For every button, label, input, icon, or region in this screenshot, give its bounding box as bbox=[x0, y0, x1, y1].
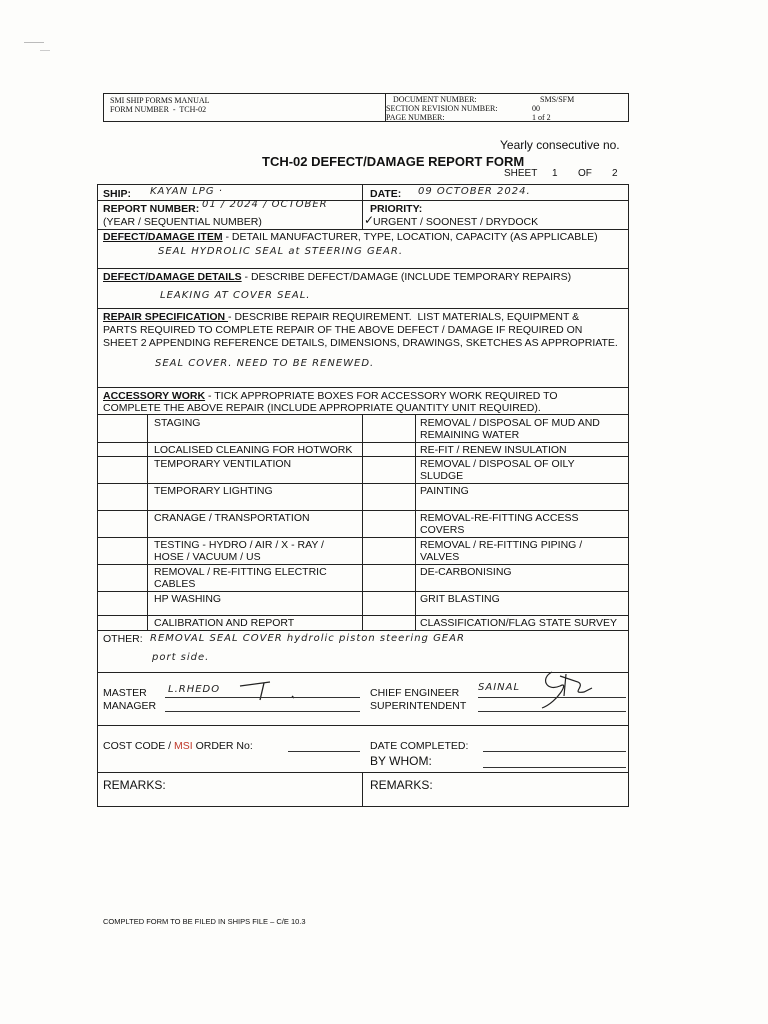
accessory-item: HP WASHING bbox=[154, 593, 222, 605]
checkbox-class-survey[interactable] bbox=[363, 616, 415, 630]
by-whom-label: BY WHOM: bbox=[370, 754, 432, 768]
rule bbox=[97, 387, 629, 388]
accessory-item: TESTING - HYDRO / AIR / X - RAY / HOSE / VACUUM / US bbox=[154, 539, 324, 563]
accessory-desc2: COMPLETE THE ABOVE REPAIR (INCLUDE APPROPRIATE QUANTITY UNIT REQUIRED). bbox=[103, 402, 541, 414]
repair-spec-heading bbox=[103, 311, 579, 323]
checkbox-col-divider bbox=[415, 414, 416, 630]
doc-number-value: SMS/SFM bbox=[540, 95, 575, 104]
sheet-label: SHEET bbox=[504, 168, 538, 179]
accessory-item: STAGING bbox=[154, 417, 201, 429]
accessory-label: ACCESSORY WORK bbox=[103, 390, 206, 402]
remarks-divider bbox=[362, 772, 363, 807]
sheet-current: 1 bbox=[552, 168, 558, 179]
scan-mark bbox=[24, 42, 44, 43]
cost-code-label bbox=[103, 740, 253, 752]
by-whom-line[interactable] bbox=[483, 767, 626, 768]
sheet-of: OF bbox=[578, 168, 592, 179]
accessory-heading bbox=[103, 390, 558, 402]
checkbox-temporary-ventilation[interactable] bbox=[98, 457, 147, 483]
divider bbox=[362, 184, 363, 229]
chief-sign-line bbox=[478, 697, 626, 698]
checkbox-calibration[interactable] bbox=[98, 616, 147, 630]
master-label: MASTER bbox=[103, 687, 147, 699]
repair-spec-desc2: PARTS REQUIRED TO COMPLETE REPAIR OF THE ABOVE DEFECT / DAMAGE IF REQUIRED ON bbox=[103, 324, 583, 336]
accessory-item: RE-FIT / RENEW INSULATION bbox=[420, 444, 567, 456]
form-title: TCH-02 DEFECT/DAMAGE REPORT FORM bbox=[262, 154, 525, 169]
date-completed-label: DATE COMPLETED: bbox=[370, 740, 469, 752]
checkbox-painting[interactable] bbox=[363, 484, 415, 510]
superintendent-sign-line bbox=[478, 711, 626, 712]
checkbox-grit-blasting[interactable] bbox=[363, 592, 415, 615]
report-number-value: 01 / 2024 / OCTOBER bbox=[202, 199, 328, 210]
rule bbox=[97, 725, 629, 726]
doc-number-label: DOCUMENT NUMBER: bbox=[393, 95, 477, 104]
accessory-item: REMOVAL / RE-FITTING ELECTRIC CABLES bbox=[154, 566, 327, 590]
checkbox-decarbonising[interactable] bbox=[363, 565, 415, 591]
accessory-item: REMOVAL / RE-FITTING PIPING / VALVES bbox=[420, 539, 583, 563]
other-label: OTHER: bbox=[103, 633, 143, 645]
other-value-line1: REMOVAL SEAL COVER hydrolic piston steering GEAR bbox=[150, 633, 465, 644]
accessory-item: LOCALISED CLEANING FOR HOTWORK bbox=[154, 444, 353, 456]
checkbox-electric-cables[interactable] bbox=[98, 565, 147, 591]
accessory-item: TEMPORARY LIGHTING bbox=[154, 485, 273, 497]
scan-mark bbox=[40, 50, 50, 51]
ship-value: KAYAN LPG · bbox=[150, 186, 223, 197]
accessory-item: CALIBRATION AND REPORT bbox=[154, 617, 295, 629]
checkbox-temporary-lighting[interactable] bbox=[98, 484, 147, 510]
chief-engineer-label: CHIEF ENGINEER bbox=[370, 687, 460, 699]
chief-signature: SAINAL bbox=[478, 682, 521, 693]
manager-label: MANAGER bbox=[103, 700, 157, 712]
manager-sign-line bbox=[165, 711, 360, 712]
defect-details-label: DEFECT/DAMAGE DETAILS bbox=[103, 271, 242, 283]
accessory-item: CLASSIFICATION/FLAG STATE SURVEY bbox=[420, 617, 618, 629]
accessory-item: REMOVAL-RE-FITTING ACCESS COVERS bbox=[420, 512, 579, 536]
cost-code-label-a: COST CODE / bbox=[103, 740, 174, 752]
report-number-label: REPORT NUMBER: bbox=[103, 203, 200, 215]
page-number-label: PAGE NUMBER: bbox=[386, 113, 445, 122]
rule bbox=[97, 200, 629, 201]
rule bbox=[97, 630, 629, 631]
report-number-sub: (YEAR / SEQUENTIAL NUMBER) bbox=[103, 216, 262, 228]
date-value: 09 OCTOBER 2024. bbox=[418, 186, 531, 197]
checkbox-access-covers[interactable] bbox=[363, 511, 415, 537]
page-number-value: 1 of 2 bbox=[532, 113, 551, 122]
ship-label: SHIP: bbox=[103, 188, 132, 200]
accessory-item: DE-CARBONISING bbox=[420, 566, 512, 578]
priority-label: PRIORITY: bbox=[370, 203, 423, 215]
repair-spec-value: SEAL COVER. NEED TO BE RENEWED. bbox=[155, 358, 375, 369]
footer-note: COMPLTED FORM TO BE FILED IN SHIPS FILE – C/E 10.3 bbox=[103, 917, 306, 926]
section-rev-value: 00 bbox=[532, 104, 540, 113]
rule bbox=[97, 308, 629, 309]
sheet-total: 2 bbox=[612, 168, 618, 179]
accessory-item: CRANAGE / TRANSPORTATION bbox=[154, 512, 310, 524]
accessory-item: PAINTING bbox=[420, 485, 469, 497]
superintendent-label: SUPERINTENDENT bbox=[370, 700, 467, 712]
checkbox-hp-washing[interactable] bbox=[98, 592, 147, 615]
accessory-desc1: - TICK APPROPRIATE BOXES FOR ACCESSORY WORK REQUIRED TO bbox=[205, 390, 558, 402]
priority-options: URGENT / SOONEST / DRYDOCK bbox=[373, 216, 539, 228]
checkbox-testing[interactable] bbox=[98, 538, 147, 564]
checkbox-cranage[interactable] bbox=[98, 511, 147, 537]
other-value-line2: port side. bbox=[152, 652, 210, 663]
accessory-item: REMOVAL / DISPOSAL OF MUD AND REMAINING WATER bbox=[420, 417, 600, 441]
date-label: DATE: bbox=[370, 188, 402, 200]
order-no-line[interactable] bbox=[288, 751, 360, 752]
defect-details-desc: - DESCRIBE DEFECT/DAMAGE (INCLUDE TEMPORARY REPAIRS) bbox=[241, 271, 572, 283]
repair-spec-desc1: - DESCRIBE REPAIR REQUIREMENT. LIST MATERIALS, EQUIPMENT & bbox=[228, 311, 580, 323]
checkbox-staging[interactable] bbox=[98, 415, 147, 442]
accessory-item: GRIT BLASTING bbox=[420, 593, 500, 605]
defect-item-heading bbox=[103, 231, 598, 243]
rule bbox=[97, 268, 629, 269]
date-completed-line[interactable] bbox=[483, 751, 626, 752]
accessory-item: TEMPORARY VENTILATION bbox=[154, 458, 292, 470]
remarks-left-label: REMARKS: bbox=[103, 778, 166, 792]
manual-name: SMI SHIP FORMS MANUAL bbox=[110, 96, 210, 105]
master-signature: L.RHEDO bbox=[168, 684, 221, 695]
rule bbox=[97, 772, 629, 773]
chief-signature-scribble bbox=[530, 668, 600, 710]
form-number: FORM NUMBER - TCH-02 bbox=[110, 105, 207, 114]
defect-item-value: SEAL HYDROLIC SEAL at STEERING GEAR. bbox=[158, 246, 404, 257]
checkbox-col-divider bbox=[147, 414, 148, 630]
cost-code-label-b: ORDER No: bbox=[192, 740, 253, 752]
defect-item-label: DEFECT/DAMAGE ITEM bbox=[103, 231, 223, 243]
rule bbox=[97, 229, 629, 230]
defect-details-value: LEAKING AT COVER SEAL. bbox=[160, 290, 311, 301]
accessory-item: REMOVAL / DISPOSAL OF OILY SLUDGE bbox=[420, 458, 575, 482]
repair-spec-label: REPAIR SPECIFICATION bbox=[103, 311, 229, 323]
checkbox-piping-valves[interactable] bbox=[363, 538, 415, 564]
checkbox-insulation[interactable] bbox=[363, 443, 415, 456]
defect-details-heading bbox=[103, 271, 571, 283]
defect-item-desc: - DETAIL MANUFACTURER, TYPE, LOCATION, CAPACITY (AS APPLICABLE) bbox=[222, 231, 598, 243]
master-signature-scribble bbox=[230, 678, 320, 704]
priority-check-mark: ✓ bbox=[364, 213, 375, 227]
yearly-note: Yearly consecutive no. bbox=[500, 138, 620, 152]
checkbox-mud-removal[interactable] bbox=[363, 415, 415, 442]
master-sign-line bbox=[165, 697, 360, 698]
section-rev-label: SECTION REVISION NUMBER: bbox=[386, 104, 498, 113]
msi-label: MSI bbox=[173, 740, 193, 752]
checkbox-oily-sludge[interactable] bbox=[363, 457, 415, 483]
remarks-right-label: REMARKS: bbox=[370, 778, 433, 792]
checkbox-localised-cleaning[interactable] bbox=[98, 443, 147, 456]
repair-spec-desc3: SHEET 2 APPENDING REFERENCE DETAILS, DIMENSIONS, DRAWINGS, SKETCHES AS APPROPRIATE. bbox=[103, 337, 618, 349]
